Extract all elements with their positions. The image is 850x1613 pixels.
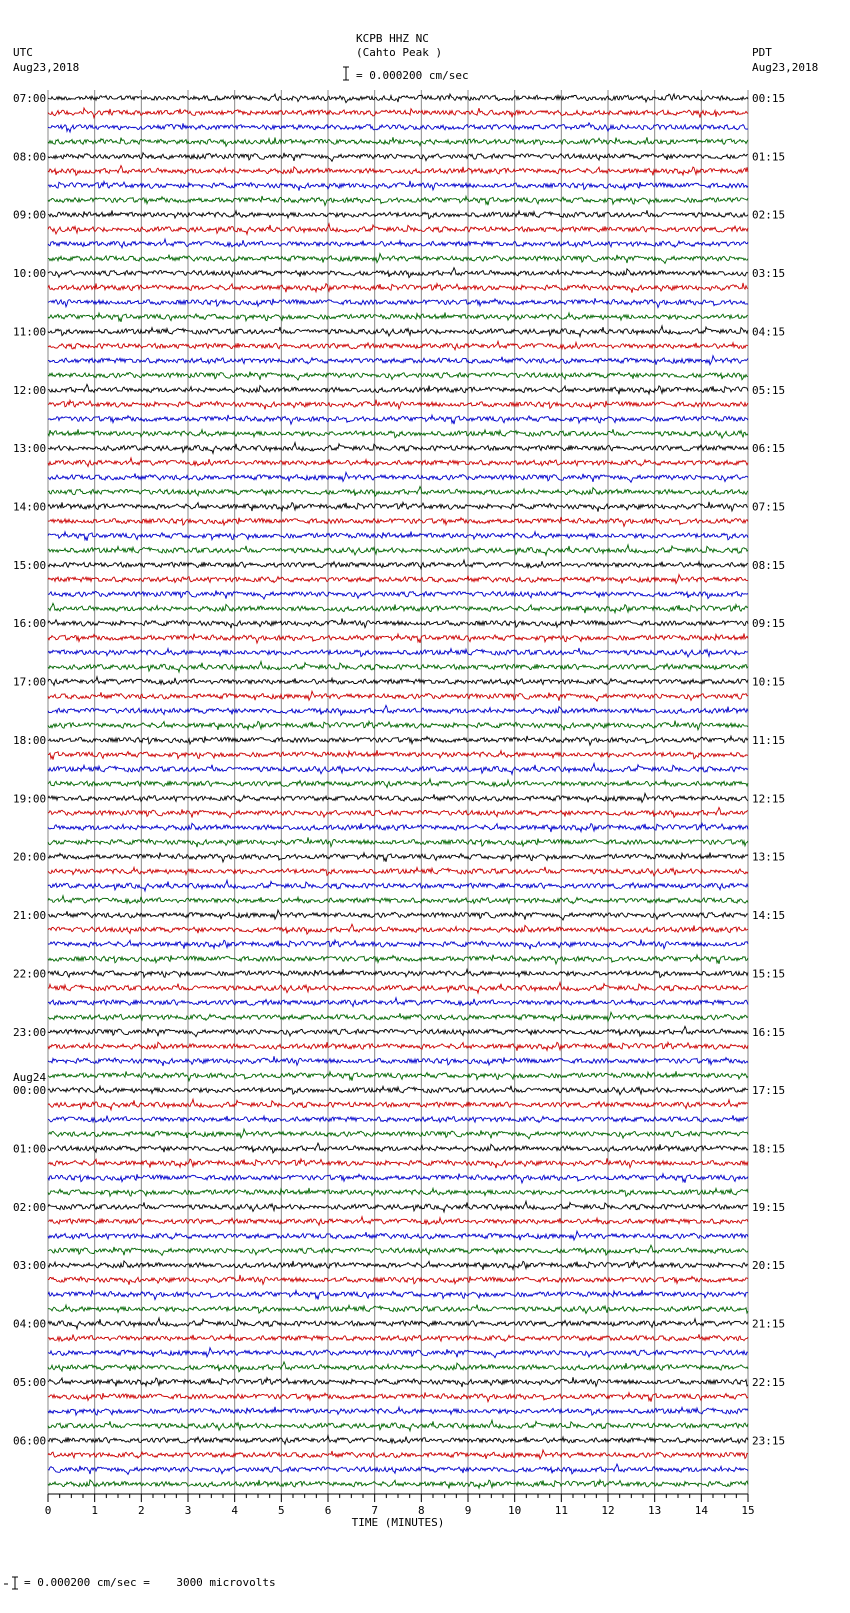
- trace-line: [48, 1362, 748, 1372]
- trace-line: [48, 1290, 748, 1300]
- left-hour-label: 07:00: [13, 92, 47, 105]
- trace-line: [48, 326, 748, 337]
- right-timezone: PDT: [752, 46, 772, 59]
- x-tick-label: 9: [464, 1504, 472, 1518]
- trace-line: [48, 400, 748, 410]
- trace-line: [48, 1245, 748, 1255]
- x-tick-label: 13: [648, 1504, 662, 1518]
- trace-line: [48, 502, 748, 512]
- right-hour-label: 10:15: [752, 675, 786, 689]
- trace-line: [48, 1217, 748, 1226]
- traces: [48, 94, 748, 1488]
- right-hour-label: 21:15: [752, 1317, 786, 1331]
- right-hour-label: 02:15: [752, 208, 786, 222]
- trace-line: [48, 721, 748, 731]
- trace-line: [48, 1436, 748, 1445]
- trace-line: [48, 955, 748, 964]
- trace-line: [48, 634, 748, 644]
- date-change-label: Aug24: [13, 1071, 47, 1085]
- right-date: Aug23,2018: [752, 61, 819, 74]
- right-hour-label: 05:15: [752, 383, 786, 397]
- left-hour-label: 19:00: [13, 792, 47, 806]
- left-hour-label: 14:00: [13, 500, 47, 514]
- trace-line: [48, 1480, 748, 1489]
- trace-line: [48, 1334, 748, 1341]
- trace-line: [48, 196, 748, 205]
- trace-line: [48, 108, 748, 118]
- trace-line: [48, 560, 748, 569]
- trace-line: [48, 356, 748, 365]
- trace-line: [48, 268, 748, 278]
- trace-line: [48, 998, 748, 1007]
- footer-scale-label: = 0.000200 cm/sec = 3000 microvolts: [24, 1576, 276, 1589]
- right-hour-label: 12:15: [752, 792, 786, 806]
- right-hour-label: 01:15: [752, 150, 786, 164]
- trace-line: [48, 1026, 748, 1036]
- left-hour-label: 12:00: [13, 383, 47, 397]
- trace-line: [48, 372, 748, 381]
- left-hour-label: 17:00: [13, 675, 47, 689]
- right-hour-label: 23:15: [752, 1434, 786, 1448]
- trace-line: [48, 254, 748, 264]
- left-hour-label: 18:00: [13, 733, 47, 747]
- trace-line: [48, 677, 748, 686]
- right-hour-label: 22:15: [752, 1375, 786, 1389]
- trace-line: [48, 224, 748, 235]
- trace-line: [48, 415, 748, 424]
- left-hour-label: 02:00: [13, 1200, 47, 1214]
- left-hour-label: 13:00: [13, 442, 47, 456]
- trace-line: [48, 181, 748, 191]
- left-hour-label: 00:00: [13, 1084, 47, 1098]
- right-hour-label: 17:15: [752, 1084, 786, 1098]
- footer-scale-bar: [4, 1577, 18, 1589]
- site-title: (Cahto Peak ): [356, 46, 443, 59]
- x-axis-title: TIME (MINUTES): [351, 1516, 445, 1530]
- trace-line: [48, 603, 748, 613]
- trace-line: [48, 1201, 748, 1212]
- trace-line: [48, 1086, 748, 1095]
- left-hour-label: 09:00: [13, 208, 47, 222]
- right-hour-label: 07:15: [752, 500, 786, 514]
- left-hour-label: 23:00: [13, 1025, 47, 1039]
- x-tick-label: 12: [601, 1504, 615, 1518]
- trace-line: [48, 123, 748, 132]
- right-hour-label: 08:15: [752, 558, 786, 572]
- trace-line: [48, 384, 748, 394]
- left-hour-label: 01:00: [13, 1142, 47, 1156]
- trace-line: [48, 429, 748, 438]
- right-hour-label: 11:15: [752, 733, 786, 747]
- trace-line: [48, 153, 748, 162]
- trace-line: [48, 823, 748, 832]
- trace-line: [48, 1129, 748, 1139]
- trace-line: [48, 1158, 748, 1168]
- trace-line: [48, 691, 748, 701]
- trace-line: [48, 458, 748, 467]
- left-hour-label: 05:00: [13, 1375, 47, 1389]
- right-hour-label: 15:15: [752, 967, 786, 981]
- trace-line: [48, 1420, 748, 1431]
- x-tick-label: 14: [694, 1504, 708, 1518]
- trace-line: [48, 472, 748, 482]
- right-hour-label: 00:15: [752, 92, 786, 105]
- left-hour-label: 16:00: [13, 617, 47, 631]
- trace-line: [48, 793, 748, 802]
- trace-line: [48, 517, 748, 526]
- trace-line: [48, 808, 748, 818]
- trace-line: [48, 910, 748, 920]
- trace-line: [48, 705, 748, 715]
- trace-line: [48, 591, 748, 600]
- left-date: Aug23,2018: [13, 61, 80, 74]
- x-tick-label: 2: [138, 1504, 145, 1518]
- trace-line: [48, 648, 748, 657]
- trace-line: [48, 575, 748, 584]
- right-hour-label: 14:15: [752, 909, 786, 923]
- x-tick-label: 15: [741, 1504, 755, 1518]
- trace-line: [48, 210, 748, 219]
- trace-line: [48, 1056, 748, 1066]
- trace-line: [48, 531, 748, 540]
- right-hour-label: 06:15: [752, 442, 786, 456]
- right-hour-label: 03:15: [752, 267, 786, 281]
- scale-bar: [343, 67, 349, 80]
- trace-line: [48, 1188, 748, 1197]
- trace-line: [48, 779, 748, 788]
- left-hour-label: 03:00: [13, 1259, 47, 1273]
- trace-line: [48, 983, 748, 994]
- left-hour-label: 20:00: [13, 850, 47, 864]
- right-hour-label: 20:15: [752, 1259, 786, 1273]
- trace-line: [48, 852, 748, 862]
- trace-line: [48, 1318, 748, 1329]
- left-hour-label: 10:00: [13, 267, 47, 281]
- left-hour-label: 04:00: [13, 1317, 47, 1331]
- trace-line: [48, 239, 748, 248]
- station-title: KCPB HHZ NC: [356, 32, 429, 45]
- left-hour-label: 08:00: [13, 150, 47, 164]
- trace-line: [48, 1174, 748, 1183]
- trace-line: [48, 1099, 748, 1110]
- trace-line: [48, 1143, 748, 1153]
- right-hour-label: 04:15: [752, 325, 786, 339]
- right-hour-label: 16:15: [752, 1025, 786, 1039]
- x-tick-label: 8: [418, 1504, 425, 1518]
- trace-line: [48, 750, 748, 759]
- x-tick-label: 1: [91, 1504, 98, 1518]
- trace-line: [48, 1450, 748, 1459]
- x-tick-label: 7: [371, 1504, 378, 1518]
- right-hour-label: 19:15: [752, 1200, 786, 1214]
- trace-line: [48, 837, 748, 847]
- x-tick-label: 11: [554, 1504, 568, 1518]
- x-tick-label: 3: [184, 1504, 192, 1518]
- trace-line: [48, 283, 748, 293]
- left-timezone: UTC: [13, 46, 33, 59]
- left-hour-label: 15:00: [13, 558, 47, 572]
- time-axis: [45, 1494, 755, 1529]
- trace-line: [48, 1348, 748, 1358]
- trace-line: [48, 94, 748, 103]
- left-hour-label: 22:00: [13, 967, 47, 981]
- trace-line: [48, 662, 748, 673]
- x-tick-label: 10: [508, 1504, 522, 1518]
- scale-label: = 0.000200 cm/sec: [356, 69, 469, 82]
- trace-line: [48, 1407, 748, 1415]
- right-hour-label: 13:15: [752, 850, 786, 864]
- left-hour-label: 11:00: [13, 325, 47, 339]
- trace-line: [48, 969, 748, 977]
- trace-line: [48, 298, 748, 307]
- trace-line: [48, 545, 748, 556]
- x-tick-label: 4: [231, 1504, 238, 1518]
- left-hour-label: 06:00: [13, 1434, 47, 1448]
- trace-line: [48, 924, 748, 934]
- x-tick-label: 5: [278, 1504, 285, 1518]
- trace-line: [48, 487, 748, 497]
- trace-line: [48, 1042, 748, 1051]
- trace-line: [48, 341, 748, 350]
- trace-line: [48, 764, 748, 775]
- trace-line: [48, 880, 748, 891]
- trace-line: [48, 736, 748, 745]
- trace-line: [48, 1071, 748, 1081]
- left-hour-label: 21:00: [13, 909, 47, 923]
- trace-line: [48, 1305, 748, 1314]
- x-tick-label: 0: [44, 1504, 52, 1518]
- trace-line: [48, 1115, 748, 1122]
- trace-line: [48, 1392, 748, 1401]
- trace-line: [48, 867, 748, 876]
- x-tick-label: 6: [324, 1504, 332, 1518]
- trace-line: [48, 1261, 748, 1270]
- trace-line: [48, 443, 748, 454]
- trace-line: [48, 1377, 748, 1387]
- grid: [48, 90, 748, 1494]
- trace-line: [48, 896, 748, 904]
- trace-line: [48, 166, 748, 176]
- trace-line: [48, 1012, 748, 1021]
- trace-line: [48, 940, 748, 950]
- trace-line: [48, 1275, 748, 1285]
- trace-line: [48, 619, 748, 629]
- right-hour-label: 09:15: [752, 617, 786, 631]
- trace-line: [48, 137, 748, 146]
- trace-line: [48, 1464, 748, 1474]
- trace-line: [48, 1231, 748, 1240]
- trace-line: [48, 313, 748, 322]
- right-hour-label: 18:15: [752, 1142, 786, 1156]
